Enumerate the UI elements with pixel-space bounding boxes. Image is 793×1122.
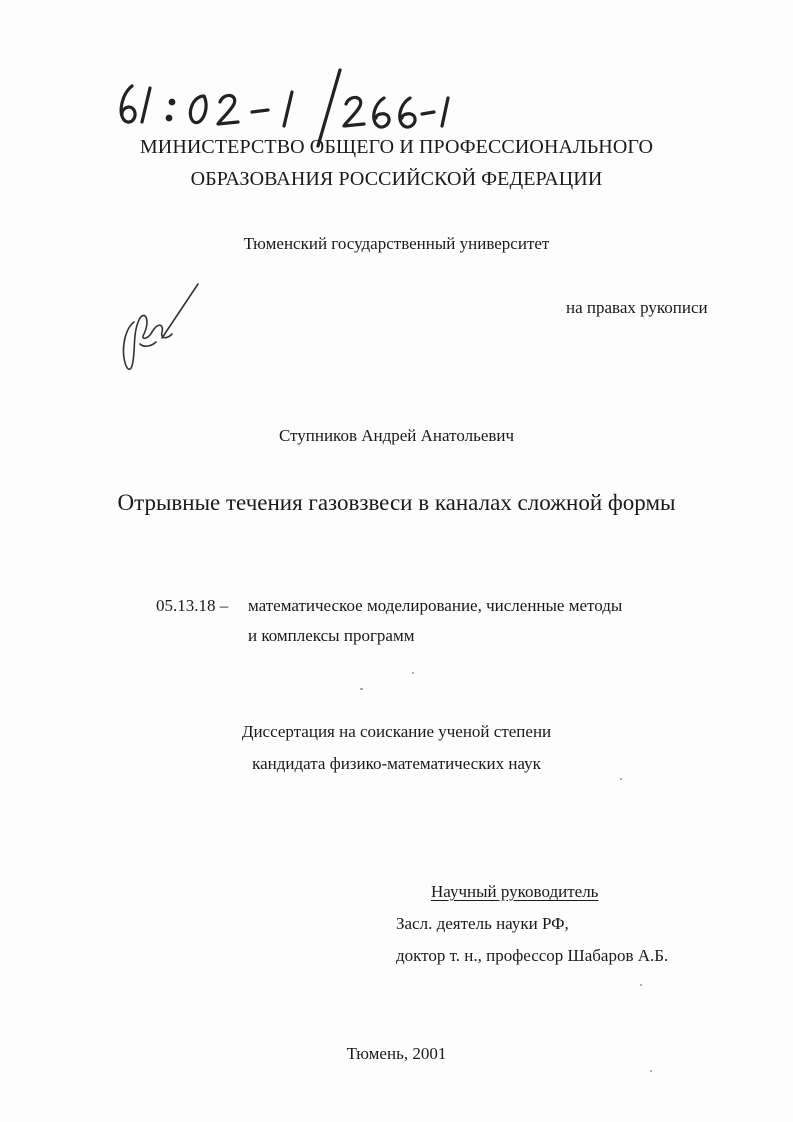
degree-line-2: кандидата физико-математических наук xyxy=(252,754,541,773)
signature xyxy=(112,282,212,382)
ministry-line-2: ОБРАЗОВАНИЯ РОССИЙСКОЙ ФЕДЕРАЦИИ xyxy=(190,168,603,190)
degree-line-1: Диссертация на соискание ученой степени xyxy=(241,722,552,741)
author-name: Ступников Андрей Анатольевич xyxy=(278,426,515,445)
city-year: Тюмень, 2001 xyxy=(346,1044,447,1063)
ministry-line-1: МИНИСТЕРСТВО ОБЩЕГО И ПРОФЕССИОНАЛЬНОГО xyxy=(139,136,654,158)
university-name: Тюменский государственный университет xyxy=(243,234,550,253)
specialty-name-line-1: математическое моделирование, численные методы xyxy=(248,596,623,615)
scan-speck xyxy=(360,688,363,690)
supervisor-title: Засл. деятель науки РФ, xyxy=(396,914,569,933)
scan-speck xyxy=(620,778,622,780)
scan-speck xyxy=(412,672,414,674)
specialty-code: 05.13.18 – xyxy=(156,596,229,615)
supervisor-name: доктор т. н., профессор Шабаров А.Б. xyxy=(396,946,669,965)
scan-speck xyxy=(650,1070,652,1072)
manuscript-note: на правах рукописи xyxy=(566,298,708,317)
thesis-title: Отрывные течения газовзвеси в каналах сложной формы xyxy=(117,490,676,515)
specialty-name-line-2: и комплексы программ xyxy=(248,626,415,645)
scan-speck xyxy=(640,984,642,986)
supervisor-heading: Научный руководитель xyxy=(431,882,599,901)
